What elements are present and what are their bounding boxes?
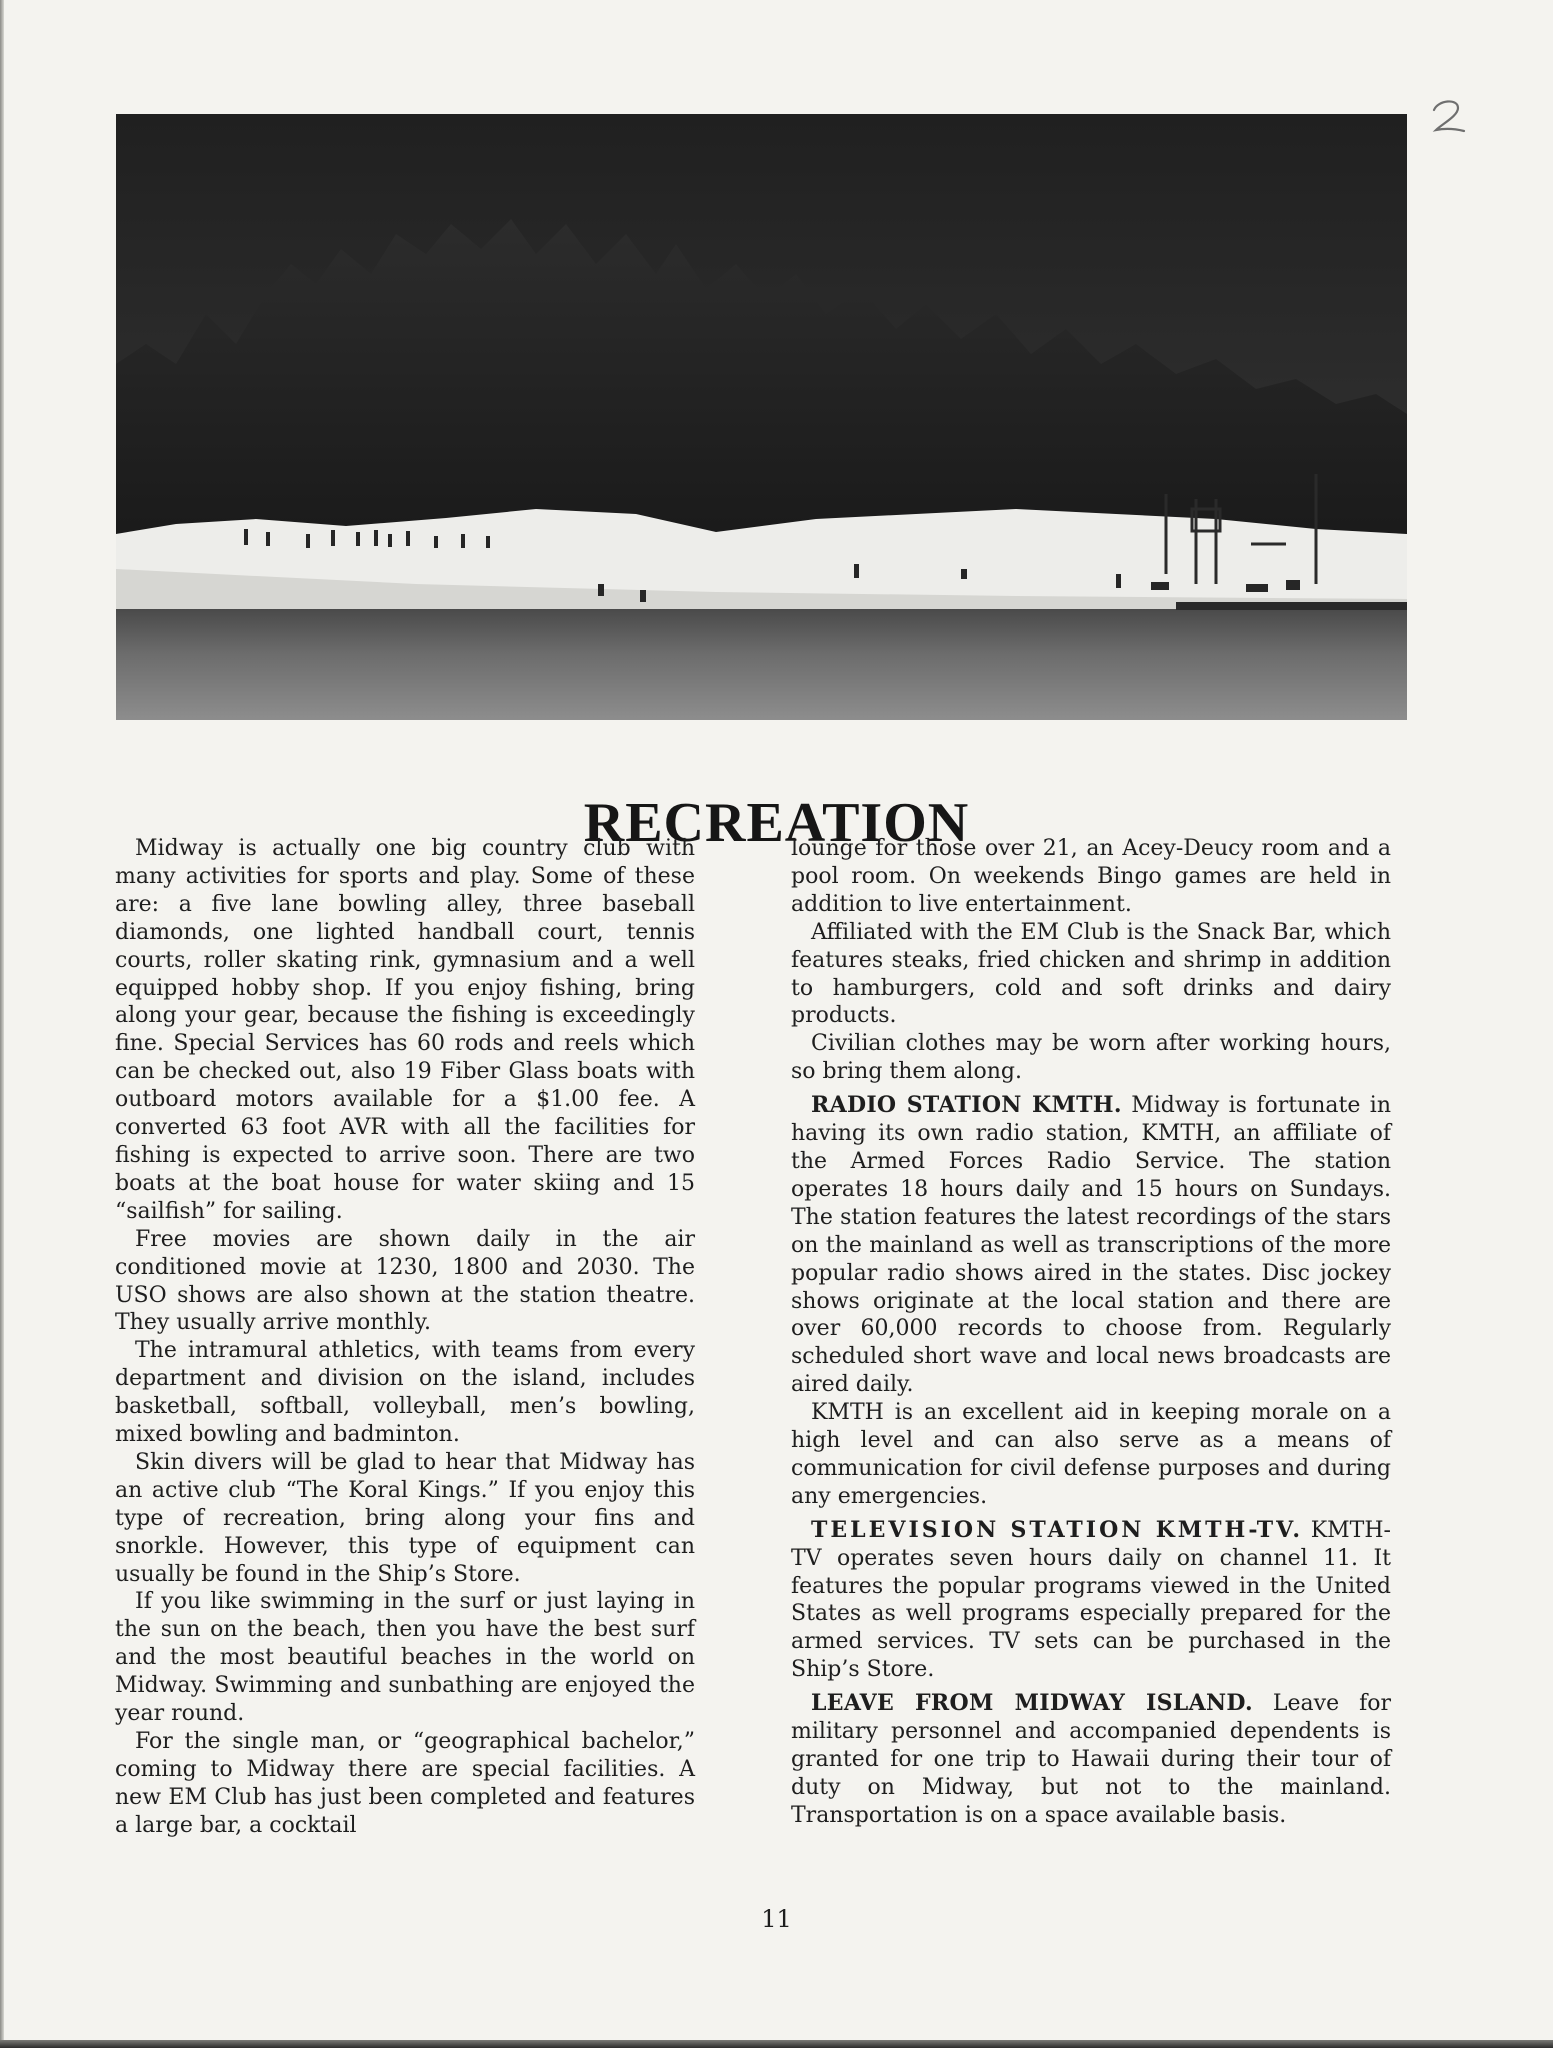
paragraph-country-club: Midway is actually one big country club with many activities for sports and play. Some of these are: a five lane bowling alley, three baseball diamonds, one lighted handball court, tennis courts, roller skating rink, gymnasium and a well equipped hobby shop. If you enjoy fishing, bring along your gear, because the fishing is exceedingly fine. Special Services has 60 rods and reels which can be checked out, also 19 Fiber Glass boats with outboard motors available for a $1.00 fee. A converted 63 foot AVR with all the facilities for fishing is expected to arrive soon. There are two boats at the boat house for water skiing and 15 “sailfish” for sailing. [115, 836, 695, 1224]
handwritten-two-icon [1428, 96, 1468, 140]
leave-heading: LEAVE FROM MIDWAY ISLAND. [811, 1690, 1253, 1717]
paragraph-intramural: The intramural athletics, with teams from every department and division on the island, includes basketball, softball, volleyball, men’s bowling, mixed bowling and badminton. [115, 1338, 695, 1448]
scan-page-edge [0, 0, 4, 2048]
paragraph-civilian-clothes: Civilian clothes may be worn after working hours, so bring them along. [791, 1031, 1391, 1085]
paragraph-em-club-continued: lounge for those over 21, an Acey-Deucy room and a pool room. On weekends Bingo games are held in addition to live entertainment. [791, 836, 1391, 917]
article-title: RECREATION [583, 791, 970, 854]
television-station-heading: TELEVISION STATION KMTH-TV. [811, 1516, 1304, 1543]
page-number: 11 [761, 1905, 792, 1933]
beach-photo [116, 114, 1407, 720]
right-column [791, 835, 1391, 1830]
paragraph-radio-station [791, 1092, 1391, 1399]
television-station-text: KMTH-TV operates seven hours daily on channel 11. It features the popular programs viewed in the United States as well programs especially prepared for the armed services. TV sets can be purchased in the Ship’s Store. [791, 1517, 1391, 1683]
paragraph-movies: Free movies are shown daily in the air conditioned movie at 1230, 1800 and 2030. The USO shows are also shown at the station theatre. They usually arrive monthly. [115, 1226, 695, 1336]
beach-photo-icon [116, 114, 1407, 720]
leave-text: Leave for military personnel and accompanied dependents is granted for one trip to Hawaii during their tour of duty on Midway, but not to the mainland. Transportation is on a space available basis. [791, 1691, 1392, 1828]
left-column [115, 835, 695, 1840]
paragraph-swimming: If you like swimming in the surf or just laying in the sun on the beach, then you have the best surf and the most beautiful beaches in the world on Midway. Swimming and sunbathing are enjoyed the year round. [115, 1589, 695, 1727]
paragraph-em-club: For the single man, or “geographical bachelor,” coming to Midway there are special facilities. A new EM Club has just been completed and features a large bar, a cocktail [115, 1729, 695, 1838]
paragraph-skin-divers: Skin divers will be glad to hear that Midway has an active club “The Koral Kings.” If you enjoy this type of recreation, bring along your fins and snorkle. However, this type of equipment can usually be found in the Ship’s Store. [115, 1449, 695, 1587]
radio-station-text: Midway is fortunate in having its own radio station, KMTH, an affiliate of the Armed Forces Radio Service. The station operates 18 hours daily and 15 hours on Sundays. The station features the latest recordings of the stars on the mainland as well as transcriptions of the more popular radio shows aired in the states. Disc jockey shows originate at the local station and there are over 60,000 records to choose from. Regularly scheduled short wave and local news broadcasts are aired daily. [791, 1093, 1391, 1398]
paragraph-television-station [791, 1517, 1391, 1684]
paragraph-snack-bar: Affiliated with the EM Club is the Snack Bar, which features steaks, fried chicken and shrimp in addition to hamburgers, cold and soft drinks and dairy products. [791, 919, 1391, 1029]
handwritten-page-mark [1428, 96, 1468, 140]
scan-bottom-edge [0, 2040, 1553, 2048]
paragraph-kmth-morale: KMTH is an excellent aid in keeping morale on a high level and can also serve as a means of communication for civil defense purposes and during any emergencies. [791, 1400, 1391, 1509]
radio-station-heading: RADIO STATION KMTH. [811, 1092, 1122, 1119]
paragraph-leave [791, 1690, 1391, 1830]
